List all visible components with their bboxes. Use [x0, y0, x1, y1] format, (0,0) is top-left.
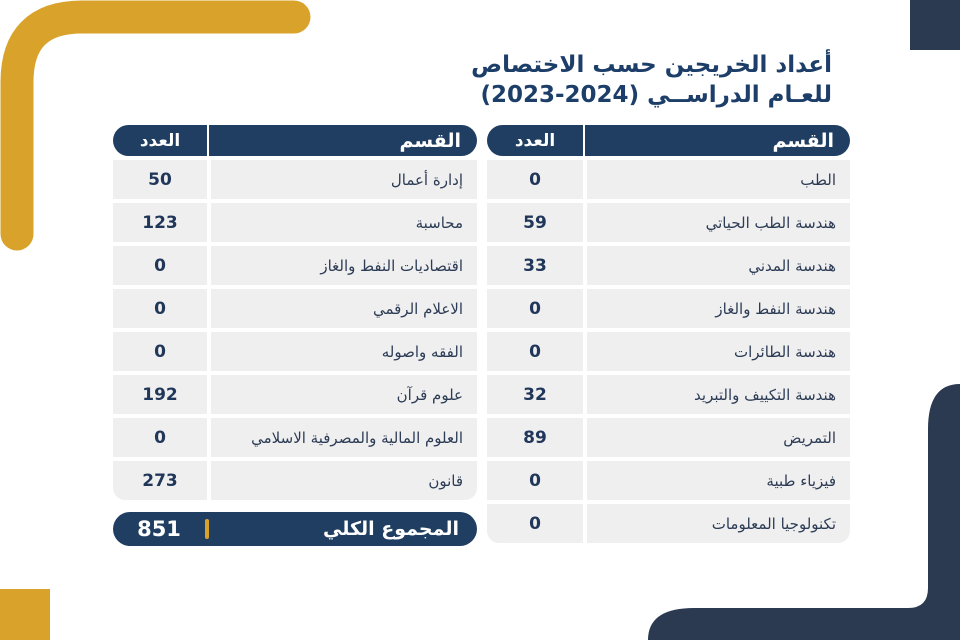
table-row [113, 418, 477, 457]
department-cell: التمريض [587, 418, 850, 457]
table-header [487, 125, 850, 156]
count-cell: 0 [113, 246, 207, 285]
table-row [487, 375, 850, 414]
table-row [487, 289, 850, 328]
table-body [113, 160, 477, 500]
table-row [113, 160, 477, 199]
count-cell: 32 [487, 375, 583, 414]
department-cell: اقتصاديات النفط والغاز [211, 246, 477, 285]
count-cell: 192 [113, 375, 207, 414]
page-title [471, 50, 832, 110]
department-cell: تكنولوجيا المعلومات [587, 504, 850, 543]
table-row [113, 461, 477, 500]
grand-total-value: 851 [137, 517, 181, 541]
table-row [113, 332, 477, 371]
count-cell: 123 [113, 203, 207, 242]
count-cell: 0 [113, 418, 207, 457]
department-cell: محاسبة [211, 203, 477, 242]
page-title-line2: للعـام الدراســي (2024-2023) [480, 82, 832, 108]
table-row [487, 461, 850, 500]
table-row [113, 246, 477, 285]
department-cell: هندسة المدني [587, 246, 850, 285]
department-cell: هندسة الطب الحياتي [587, 203, 850, 242]
navy-square-ornament [910, 0, 960, 50]
table-header [113, 125, 477, 156]
count-cell: 0 [113, 332, 207, 371]
table-row [487, 332, 850, 371]
grand-total-row [113, 512, 477, 546]
department-cell: العلوم المالية والمصرفية الاسلامي [211, 418, 477, 457]
table-body [487, 160, 850, 543]
count-cell: 0 [113, 289, 207, 328]
graduates-table-right [487, 125, 850, 547]
count-cell: 33 [487, 246, 583, 285]
department-cell: الفقه واصوله [211, 332, 477, 371]
table-row [487, 203, 850, 242]
graduates-table-left [113, 125, 477, 546]
count-cell: 0 [487, 332, 583, 371]
table-row [487, 160, 850, 199]
department-cell: الاعلام الرقمي [211, 289, 477, 328]
header-divider [583, 125, 585, 156]
page-title-line1: أعداد الخريجين حسب الاختصاص [471, 52, 832, 78]
table-row [487, 504, 850, 543]
count-column-header: العدد [514, 130, 556, 151]
department-cell: قانون [211, 461, 477, 500]
count-cell: 59 [487, 203, 583, 242]
count-cell: 0 [487, 289, 583, 328]
gold-square-ornament [0, 589, 50, 640]
department-cell: هندسة النفط والغاز [587, 289, 850, 328]
table-row [113, 375, 477, 414]
table-row [113, 203, 477, 242]
grand-total-label: المجموع الكلي [323, 518, 459, 540]
count-cell: 50 [113, 160, 207, 199]
department-cell: الطب [587, 160, 850, 199]
table-row [487, 246, 850, 285]
count-cell: 89 [487, 418, 583, 457]
department-cell: إدارة أعمال [211, 160, 477, 199]
table-row [113, 289, 477, 328]
count-cell: 0 [487, 461, 583, 500]
table-row [487, 418, 850, 457]
department-cell: علوم قرآن [211, 375, 477, 414]
department-column-header: القسم [772, 129, 834, 152]
department-cell: هندسة التكييف والتبريد [587, 375, 850, 414]
department-cell: هندسة الطائرات [587, 332, 850, 371]
gold-divider-bar [205, 519, 209, 539]
count-cell: 273 [113, 461, 207, 500]
count-cell: 0 [487, 504, 583, 543]
count-cell: 0 [487, 160, 583, 199]
department-cell: فيزياء طبية [587, 461, 850, 500]
header-divider [207, 125, 209, 156]
department-column-header: القسم [399, 129, 461, 152]
count-column-header: العدد [139, 130, 181, 151]
